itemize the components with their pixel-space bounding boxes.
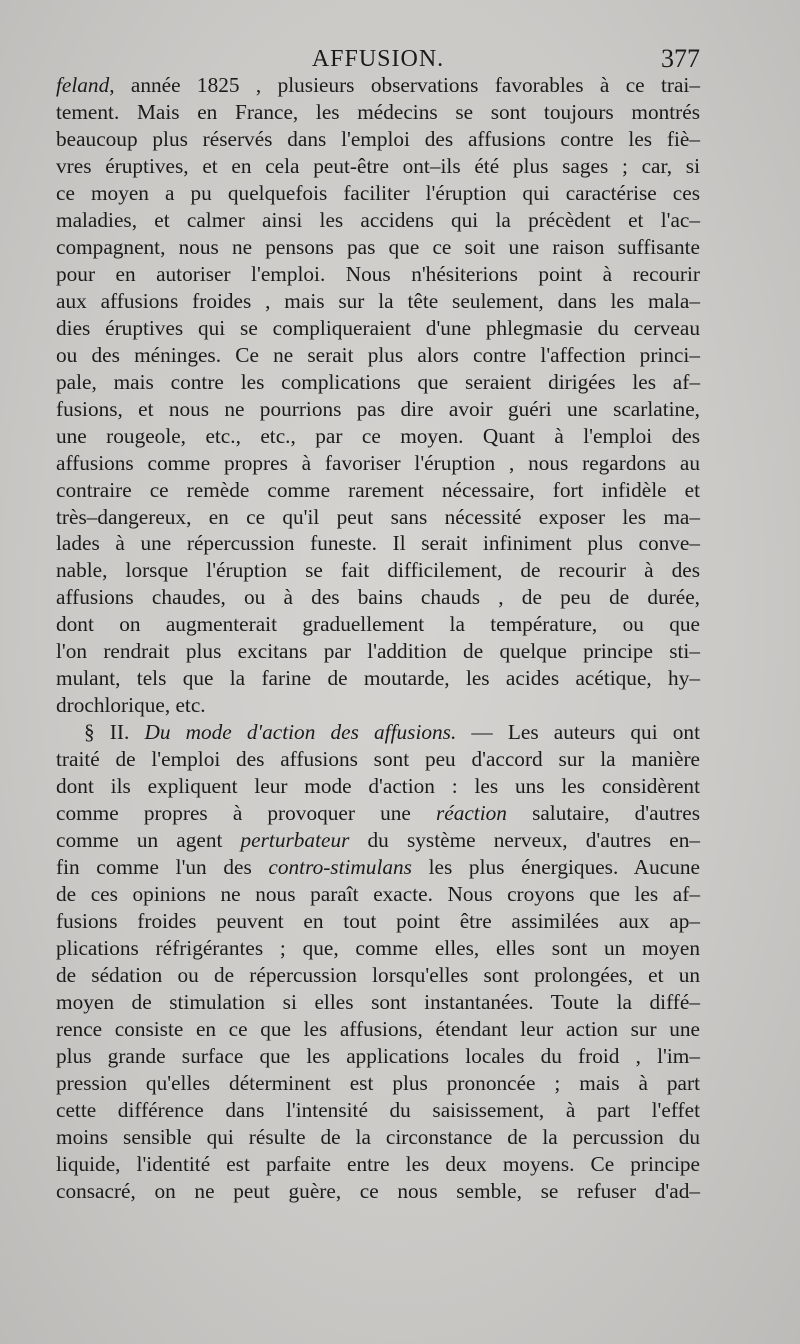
text-segment: — Les auteurs qui ont: [456, 720, 700, 745]
text-line: [56, 423, 700, 450]
text-line: [56, 288, 700, 315]
text-segment: drochlorique, etc.: [56, 693, 206, 718]
text-segment: contraire ce remède comme rarement nécessaire, fort infidèle et: [56, 477, 700, 502]
text-line: [56, 530, 700, 557]
text-line: [56, 854, 700, 881]
text-segment: comme propres à provoquer une: [56, 801, 436, 826]
text-line: [56, 692, 700, 719]
text-segment: ce moyen a pu quelquefois faciliter l'éruption qui caractérise ces: [56, 180, 700, 205]
text-segment: du système nerveux, d'autres en–: [349, 828, 701, 853]
text-line: [56, 126, 700, 153]
italic-text: perturbateur: [240, 828, 350, 853]
text-segment: moins sensible qui résulte de la circonstance de la percussion du: [56, 1124, 700, 1149]
text-line: [56, 99, 700, 126]
text-line: [56, 72, 700, 99]
text-segment: consacré, on ne peut guère, ce nous semble, se refuser d'ad–: [56, 1178, 700, 1203]
text-line: [56, 342, 700, 369]
text-segment: liquide, l'identité est parfaite entre les deux moyens. Ce principe: [56, 1151, 700, 1176]
text-segment: dont on augmenterait graduellement la température, ou que: [56, 612, 700, 637]
text-segment: compagnent, nous ne pensons pas que ce soit une raison suffisante: [56, 234, 700, 259]
text-segment: beaucoup plus réservés dans l'emploi des affusions contre les fiè–: [56, 126, 700, 151]
text-line: [56, 584, 700, 611]
page-number: 377: [661, 44, 700, 73]
text-segment: pour en autoriser l'emploi. Nous n'hésiterions point à recourir: [56, 261, 700, 286]
text-segment: les plus énergiques. Aucune: [411, 855, 700, 880]
italic-text: Du mode d'action des affusions.: [144, 720, 457, 745]
text-line: [56, 1070, 700, 1097]
text-segment: plus grande surface que les applications locales du froid , l'im–: [56, 1043, 700, 1068]
text-line: [56, 477, 700, 504]
text-line: [56, 557, 700, 584]
text-segment: mulant, tels que la farine de moutarde, les acides acétique, hy–: [56, 666, 700, 691]
text-segment: dies éruptives qui se compliqueraient d'une phlegmasie du cerveau: [56, 315, 700, 340]
text-segment: salutaire, d'autres: [506, 801, 700, 826]
text-line: [56, 935, 700, 962]
text-segment: lades à une répercussion funeste. Il serait infiniment plus conve–: [56, 531, 700, 556]
text-segment: pale, mais contre les complications que seraient dirigées les af–: [56, 369, 700, 394]
text-line: [56, 1124, 700, 1151]
text-segment: plications réfrigérantes ; que, comme elles, elles sont un moyen: [56, 936, 700, 960]
text-segment: maladies, et calmer ainsi les accidens qui la précèdent et l'ac–: [56, 207, 700, 232]
text-line: [56, 746, 700, 773]
text-line: [56, 638, 700, 665]
text-line: [56, 261, 700, 288]
text-line: [56, 773, 700, 800]
text-segment: affusions chaudes, ou à des bains chauds , de peu de durée,: [56, 585, 700, 610]
text-segment: moyen de stimulation si elles sont instantanées. Toute la diffé–: [56, 989, 700, 1014]
text-line: [56, 180, 700, 207]
text-segment: fin comme l'un des: [56, 855, 269, 880]
text-segment: très–dangereux, en ce qu'il peut sans nécessité exposer les ma–: [56, 504, 700, 529]
text-line: [56, 719, 700, 746]
text-segment: nable, lorsque l'éruption se fait difficilement, de recourir à des: [56, 558, 700, 583]
text-line: [56, 504, 700, 531]
text-segment: vres éruptives, et en cela peut-être ont–ils été plus sages ; car, si: [56, 153, 700, 178]
text-line: [56, 800, 700, 827]
text-line: [56, 1151, 700, 1178]
text-segment: une rougeole, etc., etc., par ce moyen. Quant à l'emploi des: [56, 423, 700, 448]
body-text: [56, 72, 700, 1205]
text-segment: pression qu'elles déterminent est plus prononcée ; mais à part: [56, 1070, 700, 1095]
text-segment: de sédation ou de répercussion lorsqu'elles sont prolongées, et un: [56, 962, 700, 987]
running-title: AFFUSION.: [311, 46, 445, 72]
text-line: [56, 665, 700, 692]
text-segment: affusions comme propres à favoriser l'éruption , nous regardons au: [56, 450, 700, 475]
text-segment: tement. Mais en France, les médecins se sont toujours montrés: [56, 99, 700, 124]
text-segment: , année 1825 , plusieurs observations favorables à ce trai–: [109, 73, 700, 97]
text-line: [56, 881, 700, 908]
text-line: [56, 1097, 700, 1124]
text-segment: ou des méninges. Ce ne serait plus alors contre l'affection princi–: [56, 342, 700, 367]
text-segment: traité de l'emploi des affusions sont peu d'accord sur la manière: [56, 747, 700, 772]
text-line: [56, 989, 700, 1016]
text-line: [56, 1043, 700, 1070]
italic-text: feland: [56, 73, 110, 97]
text-segment: rence consiste en ce que les affusions, étendant leur action sur une: [56, 1016, 700, 1041]
text-segment: l'on rendrait plus excitans par l'addition de quelque principe sti–: [56, 639, 700, 664]
text-segment: de ces opinions ne nous paraît exacte. Nous croyons que les af–: [56, 882, 700, 907]
text-line: [56, 396, 700, 423]
text-line: [56, 369, 700, 396]
text-segment: fusions froides peuvent en tout point être assimilées aux ap–: [56, 909, 700, 934]
text-line: [56, 207, 700, 234]
text-segment: § II.: [84, 720, 145, 745]
text-line: [56, 611, 700, 638]
text-segment: comme un agent: [56, 828, 241, 853]
text-segment: aux affusions froides , mais sur la tête seulement, dans les mala–: [56, 288, 700, 313]
italic-text: contro-stimulans: [268, 855, 412, 880]
text-segment: dont ils expliquent leur mode d'action : les uns les considèrent: [56, 774, 700, 799]
text-line: [56, 234, 700, 261]
text-line: [56, 1016, 700, 1043]
text-line: [56, 827, 700, 854]
italic-text: réaction: [435, 801, 507, 826]
text-line: [56, 1178, 700, 1205]
text-line: [56, 153, 700, 180]
text-line: [56, 908, 700, 935]
text-line: [56, 962, 700, 989]
text-segment: fusions, et nous ne pourrions pas dire avoir guéri une scarlatine,: [56, 396, 700, 421]
text-line: [56, 450, 700, 477]
text-line: [56, 315, 700, 342]
text-segment: cette différence dans l'intensité du saisissement, à part l'effet: [56, 1097, 700, 1122]
